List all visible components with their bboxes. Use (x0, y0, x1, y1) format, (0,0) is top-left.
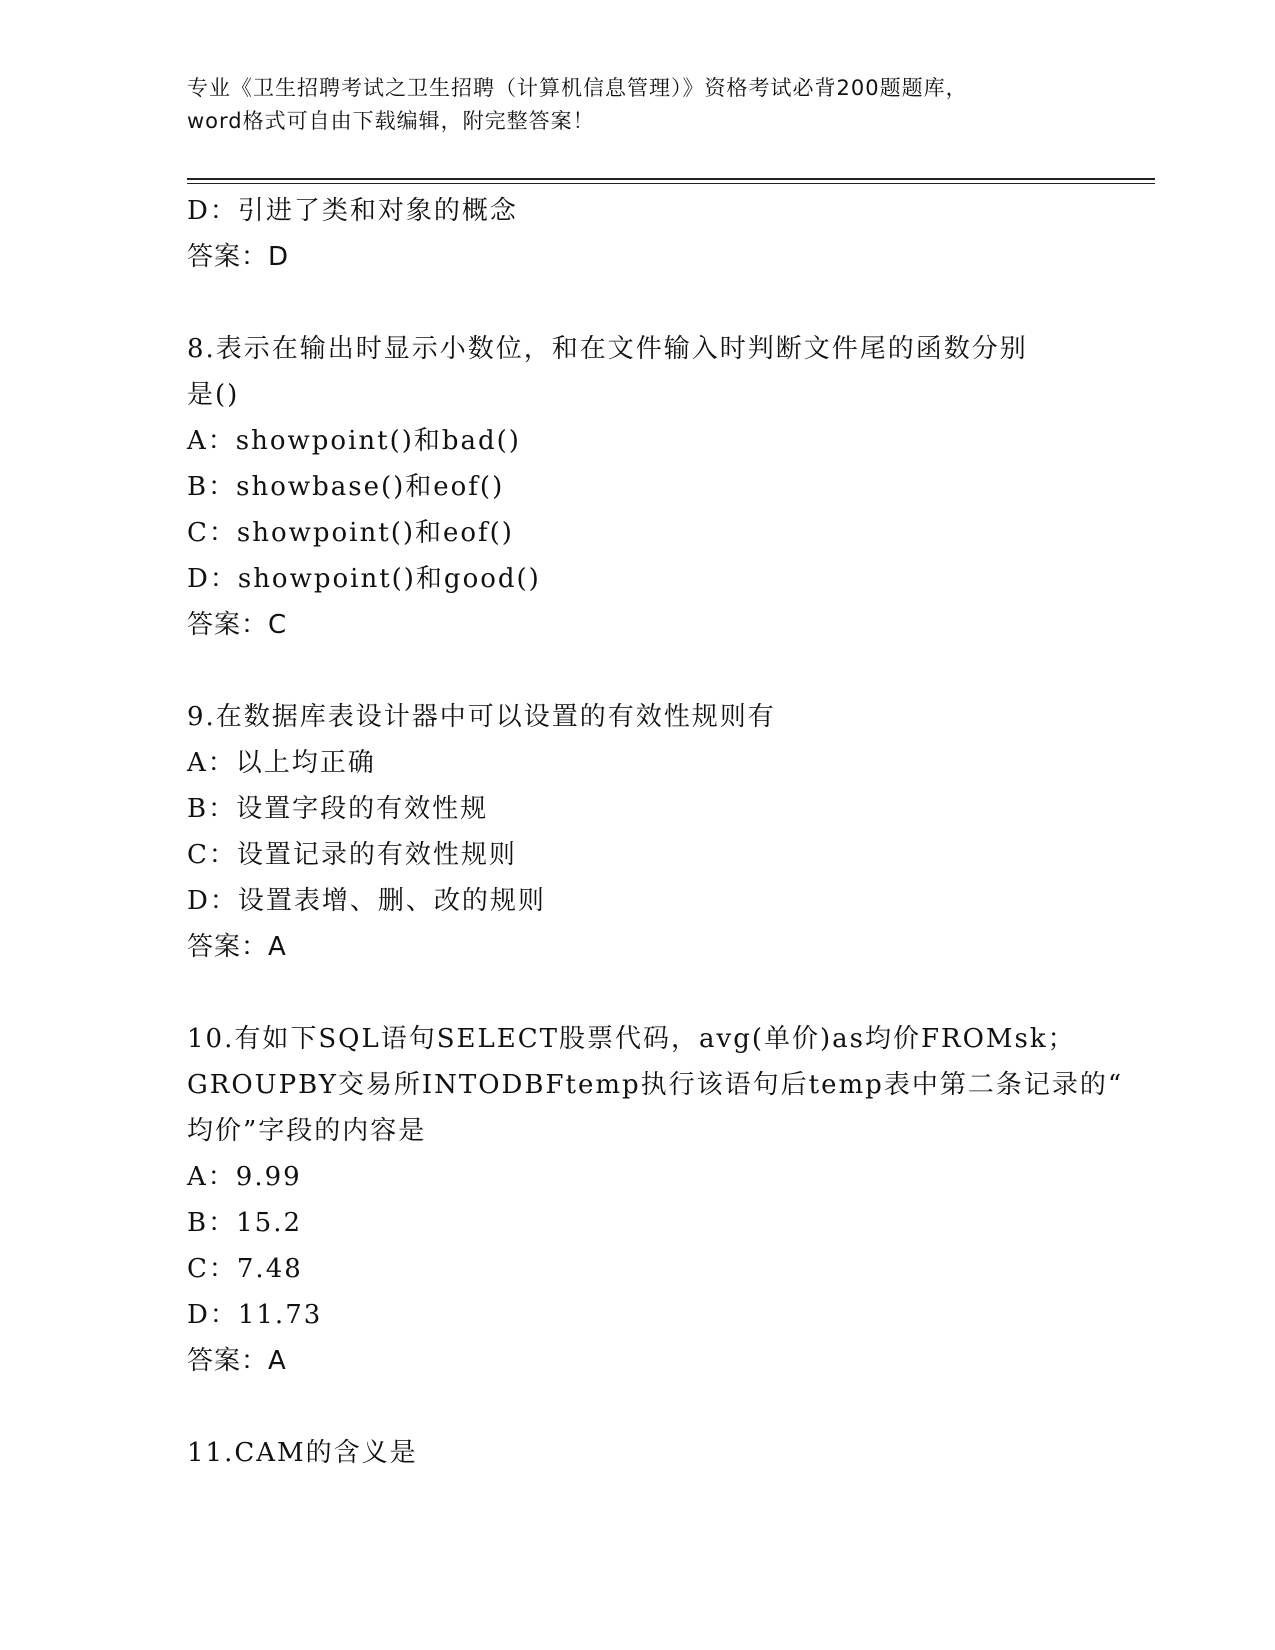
question-10-option-b: B：15.2 (187, 1208, 302, 1238)
question-8 (187, 326, 1087, 648)
question-8-text-line-2: 是() (187, 380, 240, 410)
question-gap (187, 970, 1087, 1016)
question-gap (187, 280, 1087, 326)
question-list (187, 188, 1124, 1476)
header-title-line-1: 专业《卫生招聘考试之卫生招聘（计算机信息管理）》资格考试必背200题题库， (187, 76, 968, 100)
question-gap (187, 1384, 1087, 1430)
question-10-text-line-1: 10.有如下SQL语句SELECT股票代码，avg(单价)as均价FROMsk； (187, 1024, 1076, 1054)
question-9-option-a: A：以上均正确 (187, 748, 376, 778)
prev-option-d: D：引进了类和对象的概念 (187, 196, 518, 226)
question-10-option-d: D：11.73 (187, 1300, 323, 1330)
document-header (187, 72, 1087, 138)
question-9-answer: 答案：A (187, 932, 287, 962)
question-8-option-b: B：showbase()和eof() (187, 472, 505, 502)
question-9-option-b: B：设置字段的有效性规 (187, 794, 489, 824)
question-8-option-a: A：showpoint()和bad() (187, 426, 521, 456)
question-8-option-c: C：showpoint()和eof() (187, 518, 514, 548)
header-title-line-2: word格式可自由下载编辑，附完整答案！ (187, 109, 595, 133)
question-10-answer: 答案：A (187, 1346, 287, 1376)
question-11 (187, 1430, 1087, 1476)
question-9-option-c: C：设置记录的有效性规则 (187, 840, 517, 870)
question-10-option-a: A：9.99 (187, 1162, 302, 1192)
header-divider (187, 178, 1155, 184)
question-9 (187, 694, 1087, 970)
question-10 (187, 1016, 1124, 1384)
question-8-text-line-1: 8.表示在输出时显示小数位，和在文件输入时判断文件尾的函数分别 (187, 334, 1028, 364)
question-10-text-line-2: GROUPBY交易所INTODBFtemp执行该语句后temp表中第二条记录的“ (187, 1070, 1124, 1100)
question-gap (187, 648, 1087, 694)
question-10-text-line-3: 均价”字段的内容是 (187, 1116, 427, 1146)
question-8-answer: 答案：C (187, 610, 288, 640)
question-8-option-d: D：showpoint()和good() (187, 564, 541, 594)
question-9-text-line-1: 9.在数据库表设计器中可以设置的有效性规则有 (187, 702, 776, 732)
question-10-option-c: C：7.48 (187, 1254, 303, 1284)
question-9-option-d: D：设置表增、删、改的规则 (187, 886, 546, 916)
question-11-text-line-1: 11.CAM的含义是 (187, 1438, 418, 1468)
prev-answer: 答案：D (187, 242, 290, 272)
